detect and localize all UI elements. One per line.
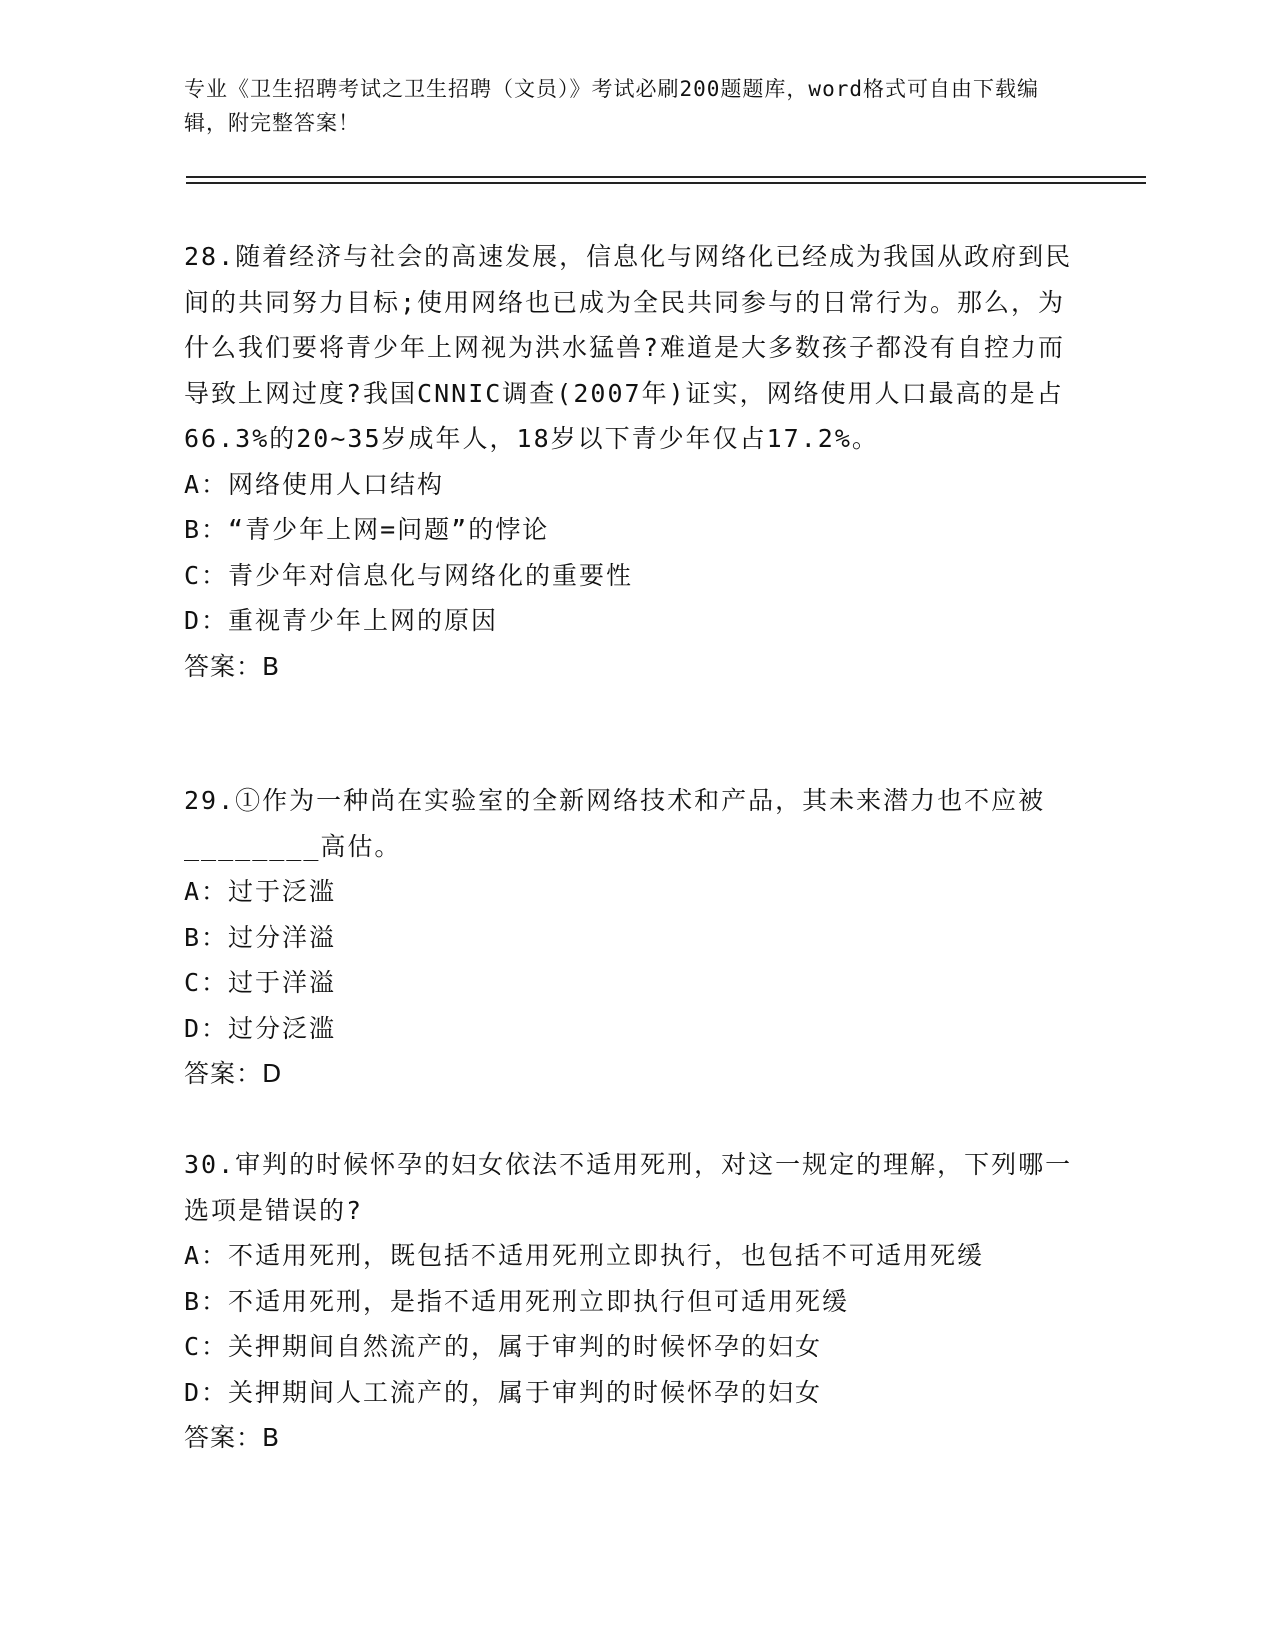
answer: 答案：D xyxy=(184,1059,283,1088)
option-c: C：青少年对信息化与网络化的重要性 xyxy=(184,560,634,590)
option-d: D：重视青少年上网的原因 xyxy=(184,606,499,635)
question-text: 29.①作为一种尚在实验室的全新网络技术和产品，其未来潜力也不应被________高估。 xyxy=(184,786,1046,861)
option-b: B：过分洋溢 xyxy=(184,922,337,952)
answer: 答案：B xyxy=(184,651,281,681)
answer: 答案：B xyxy=(184,1423,281,1452)
header-rule-top xyxy=(186,176,1146,178)
option-c: C：过于洋溢 xyxy=(184,968,337,997)
option-b: B：不适用死刑，是指不适用死刑立即执行但可适用死缓 xyxy=(184,1286,850,1316)
option-a: A：不适用死刑，既包括不适用死刑立即执行，也包括不可适用死缓 xyxy=(184,1241,985,1270)
question-30 xyxy=(184,1142,1084,1461)
question-text: 30.审判的时候怀孕的妇女依法不适用死刑，对这一规定的理解，下列哪一选项是错误的? xyxy=(184,1150,1073,1225)
option-a: A：网络使用人口结构 xyxy=(184,469,445,499)
option-c: C：关押期间自然流产的，属于审判的时候怀孕的妇女 xyxy=(184,1332,823,1361)
option-a: A：过于泛滥 xyxy=(184,877,337,906)
option-d: D：关押期间人工流产的，属于审判的时候怀孕的妇女 xyxy=(184,1377,823,1407)
document-header: 专业《卫生招聘考试之卫生招聘（文员）》考试必刷200题题库，word格式可自由下载编辑，附完整答案！ xyxy=(184,77,1039,135)
option-b: B：“青少年上网=问题”的悖论 xyxy=(184,515,550,544)
header-rule-bottom xyxy=(186,182,1146,184)
question-text: 28.随着经济与社会的高速发展，信息化与网络化已经成为我国从政府到民间的共同努力目标;使用网络也已成为全民共同参与的日常行为。那么，为什么我们要将青少年上网视为洪水猛兽?难道是大多数孩子都没有自控力而导致上网过度?我国CNNIC调查(2007年)证实，网络使用人口最高的是占66.3%的20~35岁成年人，18岁以下青少年仅占17.2%。 xyxy=(184,242,1073,453)
option-d: D：过分泛滥 xyxy=(184,1013,337,1043)
question-29 xyxy=(184,778,1084,1097)
question-28 xyxy=(184,234,1084,689)
